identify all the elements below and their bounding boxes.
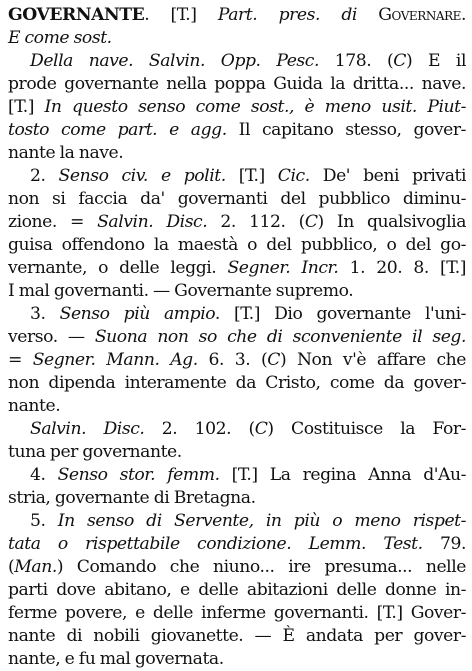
entry-text: guisa offendono la maestà o del pubblico, o del go- — [8, 235, 466, 255]
entry-text: Segner. Mann. Ag. — [32, 350, 198, 370]
entry-text: [T.] — [8, 97, 45, 117]
entry-line — [8, 533, 466, 556]
entry-line — [8, 280, 466, 303]
entry-text: [T.] Dio governante l'uni- — [219, 304, 466, 324]
entry-text: ) E il — [405, 51, 466, 71]
entry-text: ( — [8, 557, 15, 577]
entry-line — [8, 464, 466, 487]
entry-text: zione. = — [8, 212, 98, 232]
entry-text: ) Costituisce la For- — [267, 419, 466, 439]
entry-line — [8, 142, 466, 165]
entry-text: C — [393, 51, 406, 71]
headword: GOVERNANTE — [8, 5, 145, 25]
entry-text: . [T.] — [144, 5, 218, 25]
entry-text: 178. ( — [318, 51, 394, 71]
entry-text: prode governante nella poppa Guida la dritta... nave. — [8, 74, 466, 94]
entry-text: Senso più ampio. — [59, 304, 220, 324]
entry-text: E come sost. — [8, 28, 112, 48]
entry-text: verso. — — [8, 327, 95, 347]
entry-text: non si faccia da' governanti del pubblico diminu- — [8, 189, 466, 209]
entry-text: = — [8, 350, 33, 370]
entry-line — [8, 349, 466, 372]
entry-text: 2. 112. ( — [207, 212, 305, 232]
entry-text: Governare — [378, 5, 461, 25]
entry-text: ferme povere, e delle inferme governanti. [T.] Gover- — [8, 603, 466, 623]
entry-text: De' beni privati — [309, 166, 466, 186]
entry-text: Senso stor. femm. — [57, 465, 220, 485]
entry-text: ) Comando che niuno... ire presuma... nelle — [56, 557, 466, 577]
entry-text: C — [304, 212, 318, 232]
entry-line — [8, 96, 466, 119]
entry-text: 3. — [30, 304, 60, 324]
entry-text: In questo senso come sost., è meno usit. Piut- — [44, 97, 466, 117]
entry-text: C — [267, 350, 280, 370]
entry-text: . — [460, 5, 466, 25]
entry-line — [8, 487, 466, 510]
entry-line — [8, 257, 466, 280]
entry-line — [8, 211, 466, 234]
entry-line — [8, 50, 466, 73]
entry-line — [8, 648, 466, 671]
entry-text: Part. pres. di — [217, 5, 379, 25]
entry-line — [8, 234, 466, 257]
entry-text: [T.] La regina Anna d'Au- — [219, 465, 466, 485]
entry-line — [8, 579, 466, 602]
entry-text: tosto come part. e agg. — [8, 120, 227, 140]
entry-text: ) In qualsivoglia — [317, 212, 466, 232]
entry-text: Della nave. Salvin. Opp. Pesc. — [30, 51, 319, 71]
entry-text: ) Non v'è affare che — [279, 350, 466, 370]
entry-line — [8, 165, 466, 188]
entry-text: stria, governante di Bretagna. — [8, 488, 256, 508]
entry-text: nante. — [8, 396, 61, 416]
entry-text: parti dove abitano, e delle abitazioni delle donne in- — [8, 580, 466, 600]
entry-line — [8, 418, 466, 441]
entry-text: vernante, o delle leggi. — [8, 258, 228, 278]
entry-text: I mal governanti. — Governante supremo. — [8, 281, 354, 301]
entry-text: 5. — [30, 511, 58, 531]
entry-line — [8, 395, 466, 418]
entry-text: 2. — [30, 166, 59, 186]
entry-text: 2. 102. ( — [144, 419, 255, 439]
entry-line — [8, 441, 466, 464]
entry-text: Man. — [14, 557, 57, 577]
entry-text: Suona non so che di sconveniente il seg. — [94, 327, 466, 347]
entry-text: Senso civ. e polit. — [58, 166, 226, 186]
entry-text: C — [254, 419, 268, 439]
entry-line — [8, 602, 466, 625]
entry-text: nante, e fu mal governata. — [8, 649, 224, 669]
entry-line — [8, 188, 466, 211]
entry-text: In senso di Servente, in più o meno rispet- — [57, 511, 466, 531]
entry-text: 79. — [422, 534, 466, 554]
entry-text: [T.] — [225, 166, 278, 186]
entry-text: Segner. Incr. — [227, 258, 339, 278]
entry-text: Il capitano stesso, gover- — [226, 120, 466, 140]
entry-line — [8, 73, 466, 96]
entry-line — [8, 372, 466, 395]
entry-line — [8, 556, 466, 579]
entry-line — [8, 119, 466, 142]
entry-line — [8, 625, 466, 648]
entry-text: tata o rispettabile condizione. Lemm. Test. — [8, 534, 423, 554]
entry-text: 4. — [30, 465, 58, 485]
entry-text: Salvin. Disc. — [97, 212, 208, 232]
entry-text: nante la nave. — [8, 143, 124, 163]
entry-text: Cic. — [277, 166, 310, 186]
entry-text: 6. 3. ( — [197, 350, 268, 370]
entry-text: non dipenda interamente da Cristo, come da gover- — [8, 373, 466, 393]
dictionary-entry — [8, 4, 466, 669]
entry-text: nante di nobili giovanette. — È andata per gover- — [8, 626, 466, 646]
entry-text: tuna per governante. — [8, 442, 182, 462]
entry-line — [8, 326, 466, 349]
entry-line — [8, 510, 466, 533]
entry-line — [8, 27, 466, 50]
entry-headline — [8, 4, 466, 27]
entry-line — [8, 303, 466, 326]
entry-text: 1. 20. 8. [T.] — [338, 258, 466, 278]
entry-text: Salvin. Disc. — [30, 419, 145, 439]
